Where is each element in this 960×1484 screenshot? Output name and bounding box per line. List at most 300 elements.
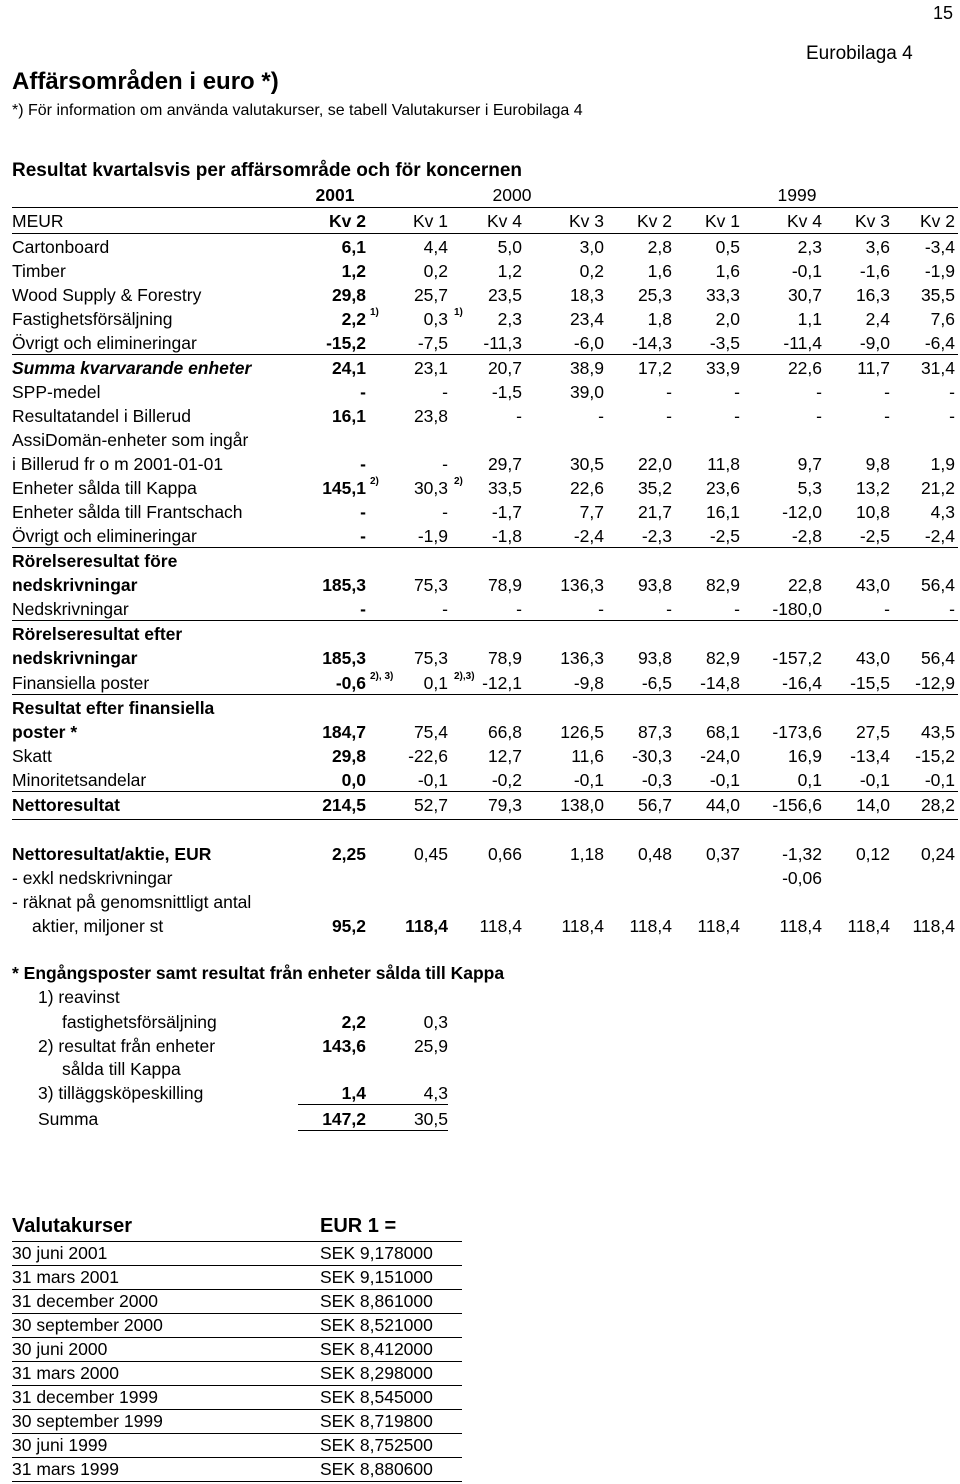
currency-header-rule	[12, 1241, 462, 1242]
cell-0-8: -3,4	[924, 237, 955, 257]
cell-6-0: -	[360, 382, 366, 402]
page-subtitle: *) För information om använda valutakurser, se tabell Valutakurser i Eurobilaga 4	[12, 102, 583, 119]
cell-11-3: -2,4	[573, 526, 604, 546]
cell-12-0: 185,3	[322, 575, 366, 595]
cell-0-6: 2,3	[797, 237, 822, 257]
cell-6-6: -	[816, 382, 822, 402]
cell-15-4: -6,5	[641, 673, 672, 693]
per-share-exkl-label: - exkl nedskrivningar	[12, 868, 173, 888]
column-header-7: Kv 4	[786, 211, 822, 231]
row-label-0: Cartonboard	[12, 237, 110, 257]
cell-18-6: 0,1	[797, 770, 822, 790]
cell-7-7: -	[884, 406, 890, 426]
cell-13-3: -	[598, 599, 604, 619]
row-label-2: Wood Supply & Forestry	[12, 285, 202, 305]
cell-16-0: 184,7	[322, 722, 366, 742]
per-share-value-3: 1,18	[569, 844, 604, 864]
column-header-5: Kv 2	[636, 211, 672, 231]
currency-date: 31 mars 2000	[12, 1363, 120, 1383]
cell-16-8: 43,5	[920, 722, 955, 742]
cell-1-4: 1,6	[647, 261, 672, 281]
cell-11-2: -1,8	[491, 526, 522, 546]
cell-12-3: 136,3	[560, 575, 604, 595]
currency-rate: SEK 9,151000	[320, 1267, 433, 1287]
cell-7-6: -	[816, 406, 822, 426]
currency-date: 30 september 2000	[12, 1315, 163, 1335]
cell-6-5: -	[734, 382, 740, 402]
cell-15-1: 0,1	[423, 673, 448, 693]
note-3-1: 1)	[454, 307, 463, 318]
cell-17-7: -13,4	[850, 746, 890, 766]
cell-14-7: 43,0	[855, 648, 890, 668]
net-result-underline	[12, 819, 958, 820]
cell-8-7: 9,8	[865, 454, 890, 474]
cell-3-3: 23,4	[569, 309, 604, 329]
cell-17-5: -24,0	[700, 746, 740, 766]
cell-12-4: 93,8	[637, 575, 672, 595]
row-label-17: Skatt	[12, 746, 52, 766]
cell-16-3: 126,5	[560, 722, 604, 742]
cell-1-7: -1,6	[859, 261, 890, 281]
cell-2-8: 35,5	[920, 285, 955, 305]
cell-5-3: 38,9	[569, 358, 604, 378]
cell-15-6: -16,4	[782, 673, 822, 693]
cell-14-6: -157,2	[772, 648, 822, 668]
cell-12-5: 82,9	[705, 575, 740, 595]
row-label-1: Timber	[12, 261, 66, 281]
footnote-sum-underline	[298, 1130, 448, 1131]
footnote-1-value-2000: 0,3	[423, 1012, 448, 1032]
row-label-3: Fastighetsförsäljning	[12, 309, 173, 329]
per-share-label: Nettoresultat/aktie, EUR	[12, 844, 212, 864]
cell-9-0: 145,1	[322, 478, 366, 498]
currency-row-rule	[12, 1457, 462, 1458]
cell-7-4: -	[666, 406, 672, 426]
cell-17-2: 12,7	[487, 746, 522, 766]
cell-5-8: 31,4	[920, 358, 955, 378]
cell-5-6: 22,6	[787, 358, 822, 378]
currency-row-rule	[12, 1313, 462, 1314]
cell-1-0: 1,2	[341, 261, 366, 281]
column-header-3: Kv 4	[486, 211, 522, 231]
cell-15-3: -9,8	[573, 673, 604, 693]
cell-4-4: -14,3	[632, 333, 672, 353]
cell-11-8: -2,4	[924, 526, 955, 546]
cell-18-8: -0,1	[924, 770, 955, 790]
cell-15-8: -12,9	[915, 673, 955, 693]
per-share-avg-4: 118,4	[629, 916, 672, 936]
cell-11-0: -	[360, 526, 366, 546]
currency-row-rule	[12, 1337, 462, 1338]
per-share-value-5: 0,37	[705, 844, 740, 864]
note-15-1: 2),3)	[454, 671, 475, 682]
cell-2-6: 30,7	[787, 285, 822, 305]
cell-0-0: 6,1	[341, 237, 366, 257]
cell-19-1: 52,7	[413, 795, 448, 815]
footnote-sum-rule	[298, 1104, 448, 1105]
per-share-exkl-value: -0,06	[782, 868, 822, 888]
cell-18-2: -0,2	[491, 770, 522, 790]
cell-4-8: -6,4	[924, 333, 955, 353]
currency-row-rule	[12, 1289, 462, 1290]
cell-16-4: 87,3	[637, 722, 672, 742]
cell-5-4: 17,2	[637, 358, 672, 378]
cell-8-0: -	[360, 454, 366, 474]
per-share-value-8: 0,24	[920, 844, 955, 864]
cell-3-6: 1,1	[797, 309, 822, 329]
cell-10-3: 7,7	[579, 502, 604, 522]
cell-16-1: 75,4	[413, 722, 448, 742]
cell-17-6: 16,9	[787, 746, 822, 766]
cell-1-6: -0,1	[791, 261, 822, 281]
column-header-rule	[12, 233, 958, 234]
cell-8-2: 29,7	[487, 454, 522, 474]
cell-18-3: -0,1	[573, 770, 604, 790]
row-label-10: Enheter sålda till Frantschach	[12, 502, 243, 522]
page-title: Affärsområden i euro *)	[12, 68, 279, 95]
currency-date: 31 december 2000	[12, 1291, 158, 1311]
currency-date: 30 juni 2001	[12, 1243, 108, 1263]
row-label-15: Finansiella poster	[12, 673, 150, 693]
row-label-16: Resultat efter finansiella	[12, 698, 215, 718]
footnote-3-value-2001: 1,4	[341, 1083, 366, 1103]
row-label2-16: poster *	[12, 722, 78, 742]
row-label2-14: nedskrivningar	[12, 648, 138, 668]
cell-3-5: 2,0	[715, 309, 740, 329]
cell-13-4: -	[666, 599, 672, 619]
column-header-6: Kv 1	[704, 211, 740, 231]
cell-2-7: 16,3	[855, 285, 890, 305]
section-title: Resultat kvartalsvis per affärsområde och för koncernen	[12, 160, 523, 181]
cell-1-2: 1,2	[497, 261, 522, 281]
per-share-value-2: 0,66	[487, 844, 522, 864]
footnote-1-value-2001: 2,2	[341, 1012, 366, 1032]
cell-0-4: 2,8	[647, 237, 672, 257]
cell-11-6: -2,8	[791, 526, 822, 546]
cell-18-1: -0,1	[417, 770, 448, 790]
currency-date: 30 juni 2000	[12, 1339, 108, 1359]
cell-9-4: 35,2	[637, 478, 672, 498]
column-header-1: Kv 2	[329, 211, 366, 231]
cell-10-5: 16,1	[705, 502, 740, 522]
cell-1-8: -1,9	[924, 261, 955, 281]
rule-after-row-11	[12, 547, 958, 548]
cell-0-7: 3,6	[865, 237, 890, 257]
cell-17-4: -30,3	[632, 746, 672, 766]
cell-14-1: 75,3	[413, 648, 448, 668]
cell-10-0: -	[360, 502, 366, 522]
row-label-4: Övrigt och elimineringar	[12, 333, 197, 353]
column-header-8: Kv 3	[854, 211, 890, 231]
cell-9-3: 22,6	[569, 478, 604, 498]
cell-9-1: 30,3	[413, 478, 448, 498]
cell-19-5: 44,0	[705, 795, 740, 815]
per-share-value-0: 2,25	[331, 844, 366, 864]
cell-19-4: 56,7	[637, 795, 672, 815]
currency-date: 31 mars 2001	[12, 1267, 120, 1287]
footnote-3-value-2000: 4,3	[423, 1083, 448, 1103]
cell-17-0: 29,8	[331, 746, 366, 766]
cell-15-2: -12,1	[482, 673, 522, 693]
row-label-7: Resultatandel i Billerud	[12, 406, 191, 426]
cell-15-5: -14,8	[700, 673, 740, 693]
row-label-11: Övrigt och elimineringar	[12, 526, 197, 546]
per-share-value-1: 0,45	[413, 844, 448, 864]
cell-6-8: -	[949, 382, 955, 402]
footnote-2-label-2: sålda till Kappa	[62, 1059, 181, 1079]
cell-3-7: 2,4	[865, 309, 890, 329]
cell-10-7: 10,8	[855, 502, 890, 522]
row-label-14: Rörelseresultat efter	[12, 624, 183, 644]
per-share-value-4: 0,48	[637, 844, 672, 864]
per-share-avg-2: 118,4	[479, 916, 522, 936]
currency-rate: SEK 8,545000	[320, 1387, 433, 1407]
per-share-avg-0: 95,2	[331, 916, 366, 936]
cell-13-5: -	[734, 599, 740, 619]
cell-5-5: 33,9	[705, 358, 740, 378]
cell-16-7: 27,5	[855, 722, 890, 742]
cell-14-0: 185,3	[322, 648, 366, 668]
cell-9-5: 23,6	[705, 478, 740, 498]
per-share-avg-8: 118,4	[912, 916, 955, 936]
cell-4-5: -3,5	[709, 333, 740, 353]
cell-4-1: -7,5	[417, 333, 448, 353]
currency-rate: SEK 8,752500	[320, 1435, 433, 1455]
cell-11-5: -2,5	[709, 526, 740, 546]
row-label2-12: nedskrivningar	[12, 575, 138, 595]
note-15-0: 2), 3)	[370, 671, 394, 682]
column-header-2: Kv 1	[412, 211, 448, 231]
note-9-0: 2)	[370, 476, 379, 487]
cell-19-2: 79,3	[487, 795, 522, 815]
column-header-meur: MEUR	[12, 211, 64, 231]
cell-14-5: 82,9	[705, 648, 740, 668]
currency-date: 31 mars 1999	[12, 1459, 120, 1479]
cell-19-8: 28,2	[920, 795, 955, 815]
rule-after-row-15	[12, 694, 958, 695]
cell-10-1: -	[442, 502, 448, 522]
year-header-1: 2000	[492, 185, 532, 205]
row-label-5: Summa kvarvarande enheter	[12, 358, 252, 378]
cell-12-7: 43,0	[855, 575, 890, 595]
cell-0-3: 3,0	[579, 237, 604, 257]
cell-5-7: 11,7	[857, 358, 890, 378]
year-header-2: 1999	[777, 185, 817, 205]
cell-1-5: 1,6	[715, 261, 740, 281]
cell-12-8: 56,4	[920, 575, 955, 595]
note-9-1: 2)	[454, 476, 463, 487]
currency-row-rule	[12, 1385, 462, 1386]
cell-3-4: 1,8	[647, 309, 672, 329]
cell-16-6: -173,6	[772, 722, 822, 742]
currency-date: 30 juni 1999	[12, 1435, 108, 1455]
cell-9-2: 33,5	[487, 478, 522, 498]
cell-16-2: 66,8	[487, 722, 522, 742]
per-share-avg-3: 118,4	[561, 916, 604, 936]
cell-8-6: 9,7	[797, 454, 822, 474]
cell-11-7: -2,5	[859, 526, 890, 546]
cell-16-5: 68,1	[705, 722, 740, 742]
footnote-2-label: 2) resultat från enheter	[38, 1036, 216, 1056]
cell-10-4: 21,7	[637, 502, 672, 522]
cell-4-7: -9,0	[859, 333, 890, 353]
cell-0-1: 4,4	[423, 237, 448, 257]
cell-7-8: -	[949, 406, 955, 426]
cell-8-3: 30,5	[569, 454, 604, 474]
footnote-2-value-2000: 25,9	[413, 1036, 448, 1056]
cell-7-0: 16,1	[331, 406, 366, 426]
cell-10-2: -1,7	[491, 502, 522, 522]
cell-12-1: 75,3	[413, 575, 448, 595]
row-label-12: Rörelseresultat före	[12, 551, 178, 571]
cell-14-4: 93,8	[637, 648, 672, 668]
cell-9-6: 5,3	[797, 478, 822, 498]
cell-17-3: 11,6	[571, 746, 604, 766]
cell-7-1: 23,8	[413, 406, 448, 426]
per-share-avg-6: 118,4	[779, 916, 822, 936]
cell-9-8: 21,2	[920, 478, 955, 498]
cell-14-3: 136,3	[560, 648, 604, 668]
cell-19-7: 14,0	[855, 795, 890, 815]
currency-rate: SEK 8,412000	[320, 1339, 433, 1359]
cell-19-3: 138,0	[560, 795, 604, 815]
cell-15-0: -0,6	[335, 673, 366, 693]
currency-date: 31 december 1999	[12, 1387, 158, 1407]
cell-18-7: -0,1	[859, 770, 890, 790]
cell-13-1: -	[442, 599, 448, 619]
cell-4-2: -11,3	[483, 333, 522, 353]
cell-1-1: 0,2	[423, 261, 448, 281]
per-share-value-7: 0,12	[855, 844, 890, 864]
footnote-title: * Engångsposter samt resultat från enheter sålda till Kappa	[12, 963, 505, 983]
currency-rate: SEK 8,298000	[320, 1363, 433, 1383]
footnote-sum-value-2001: 147,2	[322, 1109, 366, 1129]
year-rule	[12, 207, 958, 208]
currency-rate: SEK 8,861000	[320, 1291, 433, 1311]
cell-13-7: -	[884, 599, 890, 619]
cell-18-4: -0,3	[641, 770, 672, 790]
note-3-0: 1)	[370, 307, 379, 318]
cell-14-2: 78,9	[487, 648, 522, 668]
rule-after-row-18	[12, 791, 958, 792]
cell-9-7: 13,2	[855, 478, 890, 498]
cell-13-8: -	[949, 599, 955, 619]
cell-12-2: 78,9	[487, 575, 522, 595]
cell-6-4: -	[666, 382, 672, 402]
cell-18-5: -0,1	[709, 770, 740, 790]
per-share-avg-label: - räknat på genomsnittligt antal	[12, 892, 252, 912]
footnote-1-label-2: fastighetsförsäljning	[62, 1012, 217, 1032]
cell-3-1: 0,3	[423, 309, 448, 329]
cell-5-0: 24,1	[331, 358, 366, 378]
currency-rate: SEK 9,178000	[320, 1243, 433, 1263]
currency-rate: SEK 8,880600	[320, 1459, 433, 1479]
cell-8-1: -	[442, 454, 448, 474]
cell-2-2: 23,5	[487, 285, 522, 305]
cell-2-0: 29,8	[331, 285, 366, 305]
footnote-2-value-2001: 143,6	[322, 1036, 366, 1056]
cell-2-3: 18,3	[569, 285, 604, 305]
cell-7-5: -	[734, 406, 740, 426]
cell-12-6: 22,8	[787, 575, 822, 595]
cell-3-8: 7,6	[930, 309, 955, 329]
cell-1-3: 0,2	[579, 261, 604, 281]
currency-row-rule	[12, 1409, 462, 1410]
column-header-9: Kv 2	[919, 211, 955, 231]
cell-7-2: -	[516, 406, 522, 426]
currency-rate: SEK 8,521000	[320, 1315, 433, 1335]
cell-8-4: 22,0	[637, 454, 672, 474]
cell-15-7: -15,5	[850, 673, 890, 693]
row-label-19: Nettoresultat	[12, 795, 120, 815]
currency-rate: SEK 8,719800	[320, 1411, 433, 1431]
column-header-4: Kv 3	[568, 211, 604, 231]
footnote-sum-value-2000: 30,5	[413, 1109, 448, 1129]
per-share-avg-1: 118,4	[405, 916, 448, 936]
cell-14-8: 56,4	[920, 648, 955, 668]
cell-11-4: -2,3	[641, 526, 672, 546]
cell-6-3: 39,0	[569, 382, 604, 402]
cell-13-0: -	[360, 599, 366, 619]
cell-6-7: -	[884, 382, 890, 402]
row-label-18: Minoritetsandelar	[12, 770, 147, 790]
cell-3-2: 2,3	[497, 309, 522, 329]
cell-3-0: 2,2	[341, 309, 366, 329]
cell-2-4: 25,3	[637, 285, 672, 305]
cell-13-6: -180,0	[772, 599, 822, 619]
cell-18-0: 0,0	[341, 770, 366, 790]
currency-date: 30 september 1999	[12, 1411, 163, 1431]
per-share-avg-5: 118,4	[697, 916, 740, 936]
cell-17-1: -22,6	[408, 746, 448, 766]
rule-after-row-4	[12, 354, 958, 355]
footnote-1-label: 1) reavinst	[38, 987, 120, 1007]
cell-5-1: 23,1	[413, 358, 448, 378]
row-label-9: Enheter sålda till Kappa	[12, 478, 197, 498]
cell-0-5: 0,5	[715, 237, 740, 257]
cell-19-0: 214,5	[322, 795, 366, 815]
cell-5-2: 20,7	[487, 358, 522, 378]
currency-header: EUR 1 =	[320, 1215, 397, 1237]
per-share-avg-label-2: aktier, miljoner st	[32, 916, 164, 936]
cell-8-8: 1,9	[930, 454, 955, 474]
cell-0-2: 5,0	[497, 237, 522, 257]
currency-row-rule	[12, 1265, 462, 1266]
currency-row-rule	[12, 1361, 462, 1362]
row-label-13: Nedskrivningar	[12, 599, 129, 619]
cell-4-6: -11,4	[783, 333, 822, 353]
currency-title: Valutakurser	[12, 1215, 133, 1237]
year-header-0: 2001	[315, 185, 355, 205]
per-share-avg-7: 118,4	[847, 916, 890, 936]
cell-11-1: -1,9	[417, 526, 448, 546]
row-label-6: SPP-medel	[12, 382, 101, 402]
currency-row-rule	[12, 1433, 462, 1434]
cell-6-2: -1,5	[491, 382, 522, 402]
cell-2-1: 25,7	[413, 285, 448, 305]
cell-6-1: -	[442, 382, 448, 402]
per-share-value-6: -1,32	[782, 844, 822, 864]
cell-4-0: -15,2	[326, 333, 366, 353]
row-label2-8: i Billerud fr o m 2001-01-01	[12, 454, 224, 474]
cell-4-3: -6,0	[573, 333, 604, 353]
cell-19-6: -156,6	[772, 795, 822, 815]
cell-10-6: -12,0	[782, 502, 822, 522]
cell-17-8: -15,2	[915, 746, 955, 766]
footnote-3-label: 3) tilläggsköpeskilling	[38, 1083, 204, 1103]
footnote-sum-label: Summa	[38, 1109, 99, 1129]
rule-after-row-13	[12, 620, 958, 621]
